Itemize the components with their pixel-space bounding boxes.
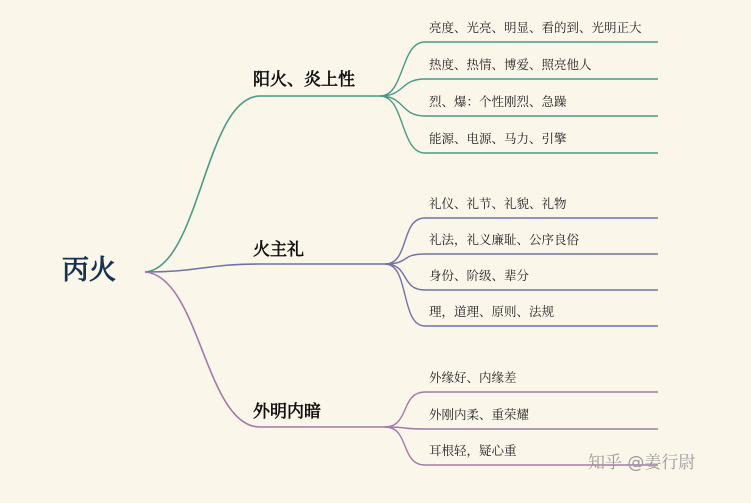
leaf-label-2-2: 礼法，礼义廉耻、公序良俗 bbox=[429, 232, 580, 247]
leaf-label-3-2: 外刚内柔、重荣耀 bbox=[429, 407, 530, 422]
root-node-label: 丙火 bbox=[62, 255, 116, 286]
branch-label-fire-rites: 火主礼 bbox=[253, 240, 304, 260]
connector-root-branch-2 bbox=[145, 264, 385, 272]
connector-branch-2-leaf-2 bbox=[385, 254, 658, 264]
leaf-label-1-4: 能源、电源、马力、引擎 bbox=[429, 131, 567, 146]
leaf-label-2-1: 礼仪、礼节、礼貌、礼物 bbox=[429, 196, 567, 211]
branch-label-bright-outside-dark-inside: 外明内暗 bbox=[253, 402, 321, 422]
branch-label-yang-fire: 阳火、炎上性 bbox=[253, 70, 355, 90]
leaf-label-1-3: 烈、爆：个性刚烈、急躁 bbox=[429, 94, 567, 109]
leaf-label-3-1: 外缘好、内缘差 bbox=[429, 370, 517, 385]
leaf-label-2-3: 身份、阶级、辈分 bbox=[429, 268, 530, 283]
leaf-label-2-4: 理，道理、原则、法规 bbox=[429, 304, 555, 319]
leaf-label-1-2: 热度、热情、博爱、照亮他人 bbox=[429, 57, 592, 72]
watermark: 知乎 @姜行尉 bbox=[588, 453, 696, 473]
leaf-label-1-1: 亮度、光亮、明显、看的到、光明正大 bbox=[429, 20, 642, 35]
leaf-label-3-3: 耳根轻，疑心重 bbox=[429, 443, 517, 458]
connector-branch-3-leaf-2 bbox=[385, 427, 658, 429]
